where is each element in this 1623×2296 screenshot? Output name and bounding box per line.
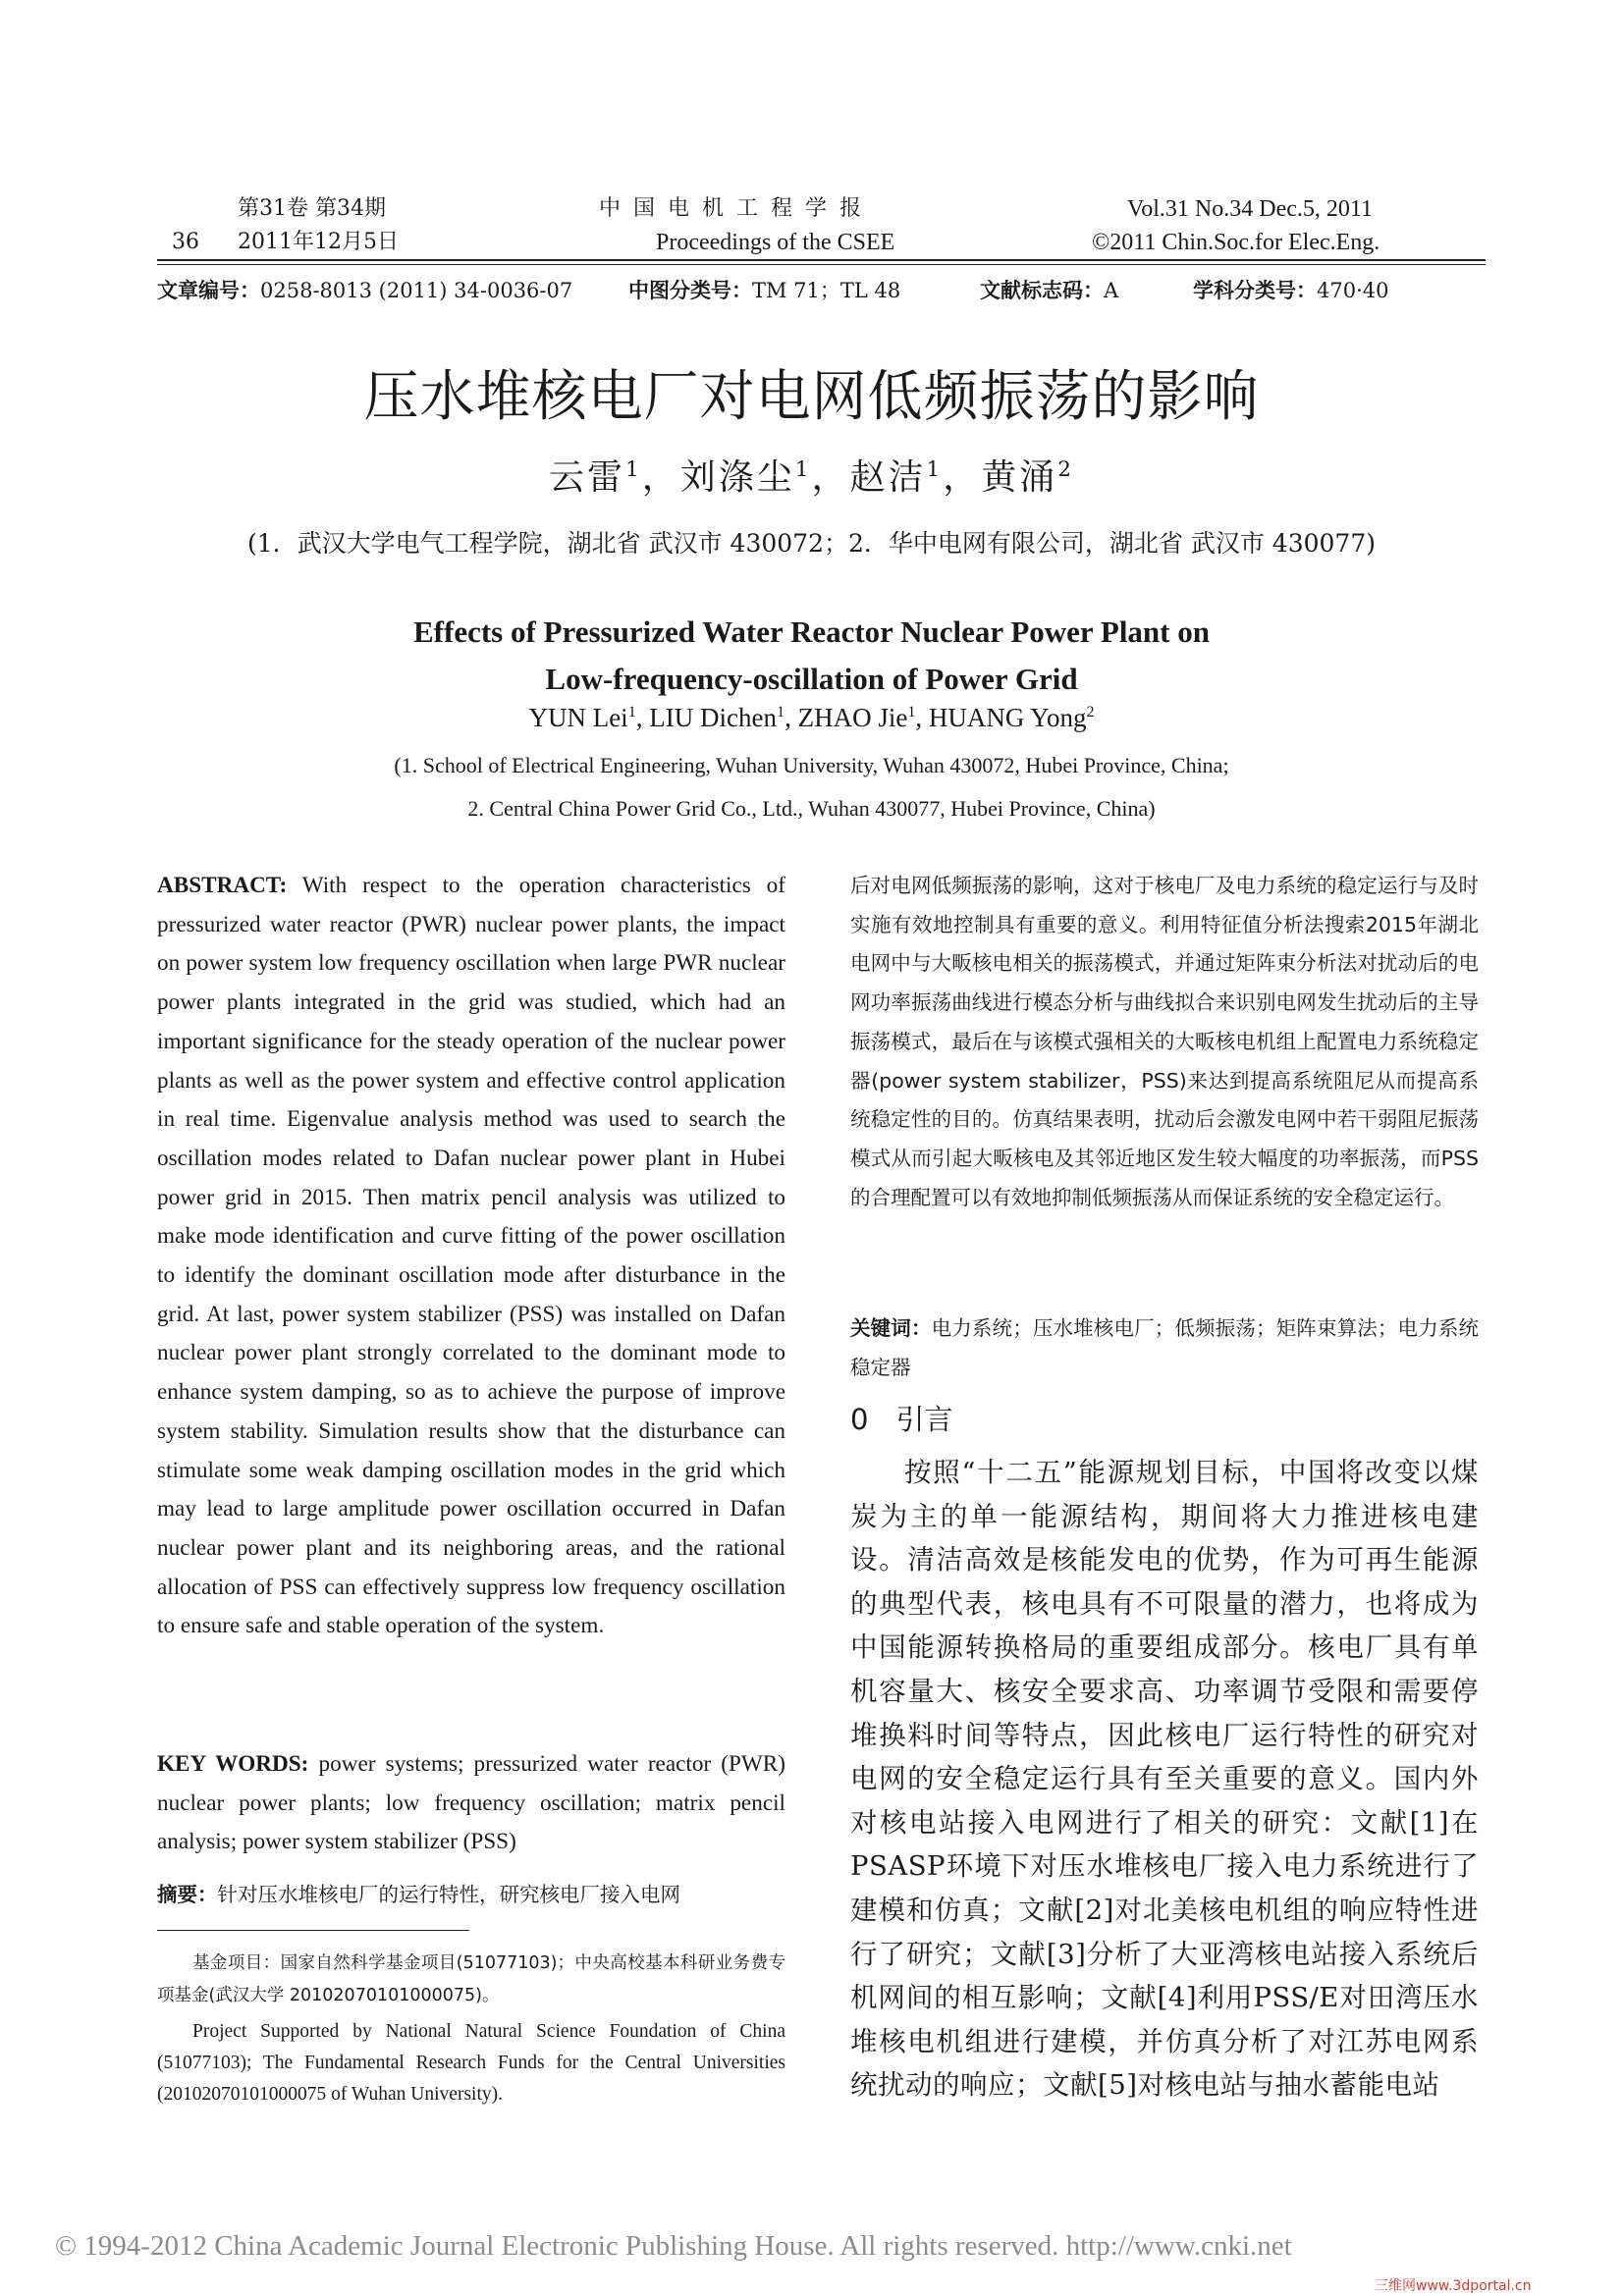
- author-cn-3: 赵洁$^1$，: [849, 457, 982, 498]
- affiliation-en-line1: (1. School of Electrical Engineering, Wuhan University, Wuhan 430072, Hubei Province, China;: [394, 753, 1229, 777]
- affiliation-en-line2: 2. Central China Power Grid Co., Ltd., Wuhan 430077, Hubei Province, China): [467, 796, 1156, 821]
- keywords-text: power systems; pressurized water reactor (PWR) nuclear power plants; low frequency oscillation; matrix pencil analysis; power system stabilizer (PSS): [157, 1751, 785, 1855]
- abstract-cn-start: [157, 1876, 785, 1915]
- page-title-en-line2: Low-frequency-oscillation of Power Grid: [545, 662, 1078, 696]
- page-title-cn: 压水堆核电厂对电网低频振荡的影响: [363, 365, 1260, 429]
- keywords-label: KEY WORDS:: [157, 1751, 309, 1777]
- subject-value: 470·40: [1317, 279, 1389, 302]
- header-rule-top: [157, 259, 1486, 261]
- clc-value: TM 71；TL 48: [752, 279, 901, 302]
- author-en-3: ZHAO Jie$^1$,: [797, 703, 929, 732]
- authors-en: [0, 703, 1623, 733]
- author-cn-1: 云雷$^1$，: [548, 457, 680, 498]
- doc-code-metadata: [980, 275, 1118, 304]
- author-cn-2: 刘涤尘$^1$，: [679, 457, 850, 498]
- footer-copyright: © 1994-2012 China Academic Journal Electronic Publishing House. All rights reserved. http://www.cnki.net: [55, 2230, 1292, 2262]
- keywords-en: [157, 1745, 785, 1862]
- authors-cn: [0, 450, 1623, 500]
- subject-metadata: [1193, 275, 1388, 304]
- doc-code-value: A: [1104, 279, 1119, 302]
- keywords-cn: [850, 1309, 1479, 1387]
- header-date: 2011年12月5日: [238, 230, 399, 254]
- author-en-4: HUANG Yong$^2$: [928, 703, 1095, 732]
- section-heading: [850, 1398, 952, 1438]
- clc-label: 中图分类号：: [628, 279, 752, 302]
- subject-label: 学科分类号：: [1193, 279, 1317, 302]
- header-copyright: ©2011 Chin.Soc.for Elec.Eng.: [1092, 230, 1380, 255]
- author-cn-4: 黄涌$^2$: [981, 457, 1075, 498]
- doc-code-label: 文献标志码：: [980, 279, 1104, 302]
- funding-cn: 基金项目：国家自然科学基金项目(51077103)；中央高校基本科研业务费专项基金(武汉大学 20102070101000075)。: [157, 1953, 785, 2005]
- section-title: 引言: [895, 1403, 953, 1436]
- abstract-en: [157, 867, 785, 1646]
- abstract-text: With respect to the operation characteristics of pressurized water reactor (PWR) nuclear power plants, the impact on power system low frequency oscillation when large PWR nuclear power plants integrated in the grid was studied, which had an important significance for the steady operation of the nuclear power plants as well as the power system and effective control application in real time. Eigenvalue analysis method was used to search the oscillation modes related to Dafan nuclear power plant in Hubei power grid in 2015. Then matrix pencil analysis was utilized to make mode identification and curve fitting of the power oscillation to identify the dominant oscillation mode after disturbance in the grid. At last, power system stabilizer (PSS) was installed on Dafan nuclear power plant strongly correlated to the dominant mode to enhance system damping, so as to achieve the purpose of improve system stability. Simulation results show that the disturbance can stimulate some weak damping oscillation modes in the grid which may lead to large amplitude power oscillation occurred in Dafan nuclear power plant and its neighboring areas, and the rational allocation of PSS can effectively suppress low frequency oscillation to ensure safe and stable operation of the system.: [157, 873, 785, 1639]
- footnote-rule: [157, 1930, 469, 1931]
- abstract-label: ABSTRACT:: [157, 873, 288, 898]
- article-no: 0258-8013 (2011) 34-0036-07: [260, 279, 573, 302]
- header-vol-date-en: Vol.31 No.34 Dec.5, 2011: [1127, 196, 1373, 222]
- page-number: 36: [172, 230, 199, 254]
- intro-paragraph: 按照“十二五”能源规划目标，中国将改变以煤炭为主的单一能源结构，期间将大力推进核电建设。清洁高效是核能发电的优势，作为可再生能源的典型代表，核电具有不可限量的潜力，也将成为中国能源转换格局的重要组成部分。核电厂具有单机容量大、核安全要求高、功率调节受限和需要停堆换料时间等特点，因此核电厂运行特性的研究对电网的安全稳定运行具有至关重要的意义。国内外对核电站接入电网进行了相关的研究：文献[1]在PSASP环境下对压水堆核电厂接入电力系统进行了建模和仿真；文献[2]对北美核电机组的响应特性进行了研究；文献[3]分析了大亚湾核电站接入系统后机网间的相互影响；文献[4]利用PSS/E对田湾压水堆核电机组进行建模，并仿真分析了对江苏电网系统扰动的响应；文献[5]对核电站与抽水蓄能电站: [850, 1457, 1479, 2102]
- page-title-en-line1: Effects of Pressurized Water Reactor Nuclear Power Plant on: [413, 614, 1210, 649]
- article-no-label: 文章编号：: [157, 279, 260, 302]
- abstract-cn-continued: 后对电网低频振荡的影响，这对于核电厂及电力系统的稳定运行与及时实施有效地控制具有重要的意义。利用特征值分析法搜索2015年湖北电网中与大畈核电相关的振荡模式，并通过矩阵束分析法对扰动后的电网功率振荡曲线进行模态分析与曲线拟合来识别电网发生扰动后的主导振荡模式，最后在与该模式强相关的大畈核电机组上配置电力系统稳定器(power system stabilizer，PSS)来达到提高系统阻尼从而提高系统稳定性的目的。仿真结果表明，扰动后会激发电网中若干弱阻尼振荡模式从而引起大畈核电及其邻近地区发生较大幅度的功率振荡，而PSS的合理配置可以有效地抑制低频振荡从而保证系统的安全稳定运行。: [850, 874, 1479, 1209]
- funding-en: Project Supported by National Natural Science Foundation of China (51077103); The Fundamental Research Funds for the Central Universities (20102070101000075 of Wuhan University).: [157, 2021, 785, 2105]
- abstract-cn-first-line: 针对压水堆核电厂的运行特性，研究核电厂接入电网: [217, 1883, 680, 1906]
- author-en-1: YUN Lei$^1$,: [528, 703, 650, 732]
- article-metadata: [157, 275, 572, 304]
- keywords-cn-text: 电力系统；压水堆核电厂；低频振荡；矩阵束算法；电力系统稳定器: [850, 1316, 1480, 1379]
- abstract-cn-label: 摘要：: [157, 1883, 218, 1906]
- affiliation-cn: (1．武汉大学电气工程学院，湖北省 武汉市 430072；2．华中电网有限公司，湖北省 武汉市 430077): [247, 529, 1376, 558]
- header-volume-issue: 第31卷 第34期: [238, 196, 386, 221]
- header-rule-bottom: [157, 264, 1486, 265]
- journal-title-en: Proceedings of the CSEE: [656, 230, 895, 255]
- keywords-cn-label: 关键词：: [850, 1316, 932, 1340]
- section-number: 0: [850, 1403, 869, 1436]
- clc-metadata: [628, 275, 900, 304]
- author-en-2: LIU Dichen$^1$,: [649, 703, 798, 732]
- watermark: 三维网www.3dportal.cn: [1375, 2278, 1532, 2294]
- journal-title-cn: 中 国 电 机 工 程 学 报: [599, 196, 864, 221]
